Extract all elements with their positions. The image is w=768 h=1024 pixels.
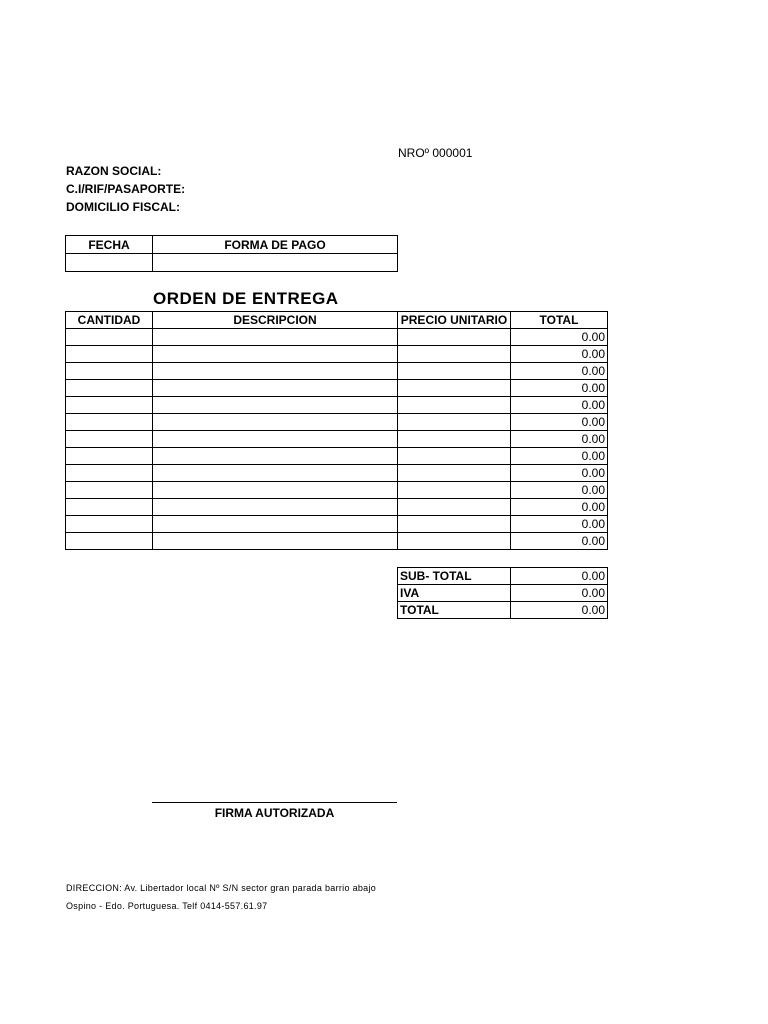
cantidad-cell[interactable] xyxy=(66,465,153,482)
totals-value: 0.00 xyxy=(511,585,608,602)
payment-header-row xyxy=(66,236,398,254)
total-cell: 0.00 xyxy=(511,414,608,431)
total-cell: 0.00 xyxy=(511,533,608,550)
cantidad-cell[interactable] xyxy=(66,414,153,431)
total-cell: 0.00 xyxy=(511,448,608,465)
items-table xyxy=(65,311,608,550)
totals-value: 0.00 xyxy=(511,568,608,585)
descripcion-cell[interactable] xyxy=(153,397,398,414)
cantidad-cell[interactable] xyxy=(66,516,153,533)
fecha-cell[interactable] xyxy=(66,254,153,272)
precio-unitario-cell[interactable] xyxy=(398,465,511,482)
descripcion-cell[interactable] xyxy=(153,346,398,363)
cantidad-cell[interactable] xyxy=(66,363,153,380)
forma-de-pago-header: FORMA DE PAGO xyxy=(153,236,398,254)
descripcion-cell[interactable] xyxy=(153,499,398,516)
precio-unitario-cell[interactable] xyxy=(398,346,511,363)
total-cell: 0.00 xyxy=(511,482,608,499)
precio-unitario-cell[interactable] xyxy=(398,516,511,533)
descripcion-cell[interactable] xyxy=(153,482,398,499)
signature-label: FIRMA AUTORIZADA xyxy=(214,806,335,820)
total-cell: 0.00 xyxy=(511,397,608,414)
total-cell: 0.00 xyxy=(511,363,608,380)
cantidad-header: CANTIDAD xyxy=(66,312,153,329)
item-row xyxy=(66,499,608,516)
descripcion-cell[interactable] xyxy=(153,465,398,482)
cantidad-cell[interactable] xyxy=(66,397,153,414)
total-cell: 0.00 xyxy=(511,499,608,516)
ci-rif-label: C.I/RIF/PASAPORTE: xyxy=(66,182,186,196)
signature-line xyxy=(152,802,397,803)
total-cell: 0.00 xyxy=(511,380,608,397)
precio-unitario-cell[interactable] xyxy=(398,482,511,499)
precio-unitario-cell[interactable] xyxy=(398,448,511,465)
total-cell: 0.00 xyxy=(511,431,608,448)
payment-info-table xyxy=(65,235,398,272)
precio-unitario-cell[interactable] xyxy=(398,431,511,448)
item-row xyxy=(66,448,608,465)
item-row xyxy=(66,346,608,363)
totals-row xyxy=(398,585,608,602)
item-row xyxy=(66,414,608,431)
cantidad-cell[interactable] xyxy=(66,431,153,448)
descripcion-cell[interactable] xyxy=(153,329,398,346)
descripcion-cell[interactable] xyxy=(153,363,398,380)
order-number: NROº 000001 xyxy=(398,146,473,160)
item-row xyxy=(66,533,608,550)
total-header: TOTAL xyxy=(511,312,608,329)
item-row xyxy=(66,329,608,346)
descripcion-cell[interactable] xyxy=(153,414,398,431)
totals-label: TOTAL xyxy=(398,602,511,619)
item-row xyxy=(66,397,608,414)
descripcion-cell[interactable] xyxy=(153,516,398,533)
cantidad-cell[interactable] xyxy=(66,533,153,550)
document-title: ORDEN DE ENTREGA xyxy=(153,289,339,308)
item-row xyxy=(66,482,608,499)
domicilio-fiscal-label: DOMICILIO FISCAL: xyxy=(66,200,180,214)
cantidad-cell[interactable] xyxy=(66,329,153,346)
footer-address: DIRECCION: Av. Libertador local Nº S/N sector gran parada barrio abajo xyxy=(66,883,377,893)
precio-unitario-cell[interactable] xyxy=(398,533,511,550)
total-cell: 0.00 xyxy=(511,346,608,363)
item-row xyxy=(66,431,608,448)
cantidad-cell[interactable] xyxy=(66,346,153,363)
fecha-header: FECHA xyxy=(66,236,153,254)
total-cell: 0.00 xyxy=(511,465,608,482)
item-row xyxy=(66,380,608,397)
item-row xyxy=(66,363,608,380)
forma-de-pago-cell[interactable] xyxy=(153,254,398,272)
total-cell: 0.00 xyxy=(511,329,608,346)
cantidad-cell[interactable] xyxy=(66,380,153,397)
razon-social-label: RAZON SOCIAL: xyxy=(66,164,162,178)
totals-value: 0.00 xyxy=(511,602,608,619)
descripcion-cell[interactable] xyxy=(153,431,398,448)
precio-unitario-header: PRECIO UNITARIO xyxy=(398,312,511,329)
totals-label: IVA xyxy=(398,585,511,602)
totals-row xyxy=(398,602,608,619)
payment-input-row xyxy=(66,254,398,272)
totals-label: SUB- TOTAL xyxy=(398,568,511,585)
footer-contact: Ospino - Edo. Portuguesa. Telf 0414-557.61.97 xyxy=(66,901,268,911)
descripcion-header: DESCRIPCION xyxy=(153,312,398,329)
total-cell: 0.00 xyxy=(511,516,608,533)
cantidad-cell[interactable] xyxy=(66,448,153,465)
totals-row xyxy=(398,568,608,585)
cantidad-cell[interactable] xyxy=(66,499,153,516)
descripcion-cell[interactable] xyxy=(153,448,398,465)
item-row xyxy=(66,516,608,533)
precio-unitario-cell[interactable] xyxy=(398,329,511,346)
item-row xyxy=(66,465,608,482)
precio-unitario-cell[interactable] xyxy=(398,499,511,516)
cantidad-cell[interactable] xyxy=(66,482,153,499)
descripcion-cell[interactable] xyxy=(153,380,398,397)
precio-unitario-cell[interactable] xyxy=(398,363,511,380)
descripcion-cell[interactable] xyxy=(153,533,398,550)
items-header-row xyxy=(66,312,608,329)
precio-unitario-cell[interactable] xyxy=(398,397,511,414)
precio-unitario-cell[interactable] xyxy=(398,380,511,397)
totals-table xyxy=(397,567,608,619)
precio-unitario-cell[interactable] xyxy=(398,414,511,431)
